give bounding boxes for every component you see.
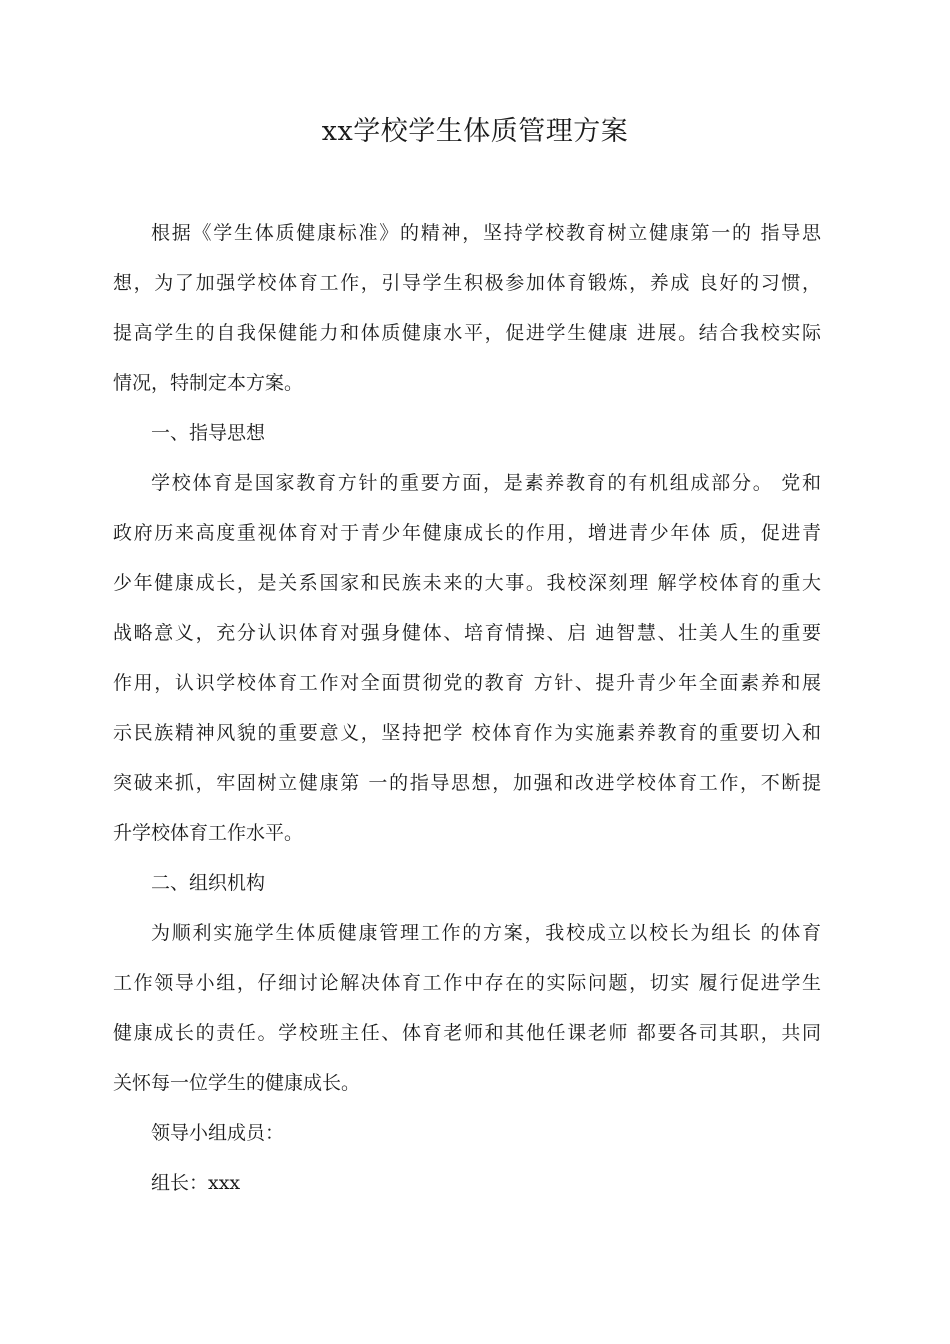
- paragraph-line: 健康成长的责任。学校班主任、体育老师和其他任课老师 都要各司其职，共同: [113, 1022, 821, 1044]
- paragraph-line: 想，为了加强学校体育工作，引导学生积极参加体育锻炼，养成 良好的习惯，: [113, 272, 821, 294]
- paragraph-line: 工作领导小组，仔细讨论解决体育工作中存在的实际问题，切实 履行促进学生: [113, 972, 821, 994]
- members-label: 领导小组成员：: [151, 1122, 285, 1144]
- paragraph-line: 战略意义，充分认识体育对强身健体、培育情操、启 迪智慧、壮美人生的重要: [113, 622, 821, 644]
- paragraph-line: 提高学生的自我保健能力和体质健康水平，促进学生健康 进展。结合我校实际: [113, 322, 821, 344]
- group-leader: 组长：xxx: [151, 1172, 241, 1194]
- section-heading-organization: 二、组织机构: [151, 872, 266, 894]
- paragraph-line: 学校体育是国家教育方针的重要方面，是素养教育的有机组成部分。 党和: [151, 472, 821, 494]
- paragraph-line: 政府历来高度重视体育对于青少年健康成长的作用，增进青少年体 质，促进青: [113, 522, 821, 544]
- section-heading-guiding-thought: 一、指导思想: [151, 422, 266, 444]
- paragraph-line: 关怀每一位学生的健康成长。: [113, 1072, 361, 1094]
- intro-paragraph: [113, 208, 821, 408]
- paragraph-line: 情况，特制定本方案。: [113, 372, 304, 394]
- document-title: xx学校学生体质管理方案: [321, 116, 629, 147]
- paragraph-line: 突破来抓，牢固树立健康第 一的指导思想，加强和改进学校体育工作，不断提: [113, 772, 821, 794]
- paragraph-line: 示民族精神风貌的重要意义，坚持把学 校体育作为实施素养教育的重要切入和: [113, 722, 821, 744]
- paragraph-line: 根据《学生体质健康标准》的精神，坚持学校教育树立健康第一的 指导思: [151, 222, 821, 244]
- paragraph-line: 为顺利实施学生体质健康管理工作的方案，我校成立以校长为组长 的体育: [151, 922, 821, 944]
- document-body: [113, 208, 821, 1208]
- paragraph-line: 作用，认识学校体育工作对全面贯彻党的教育 方针、提升青少年全面素养和展: [113, 672, 821, 694]
- section2-paragraph: [113, 908, 821, 1108]
- paragraph-line: 升学校体育工作水平。: [113, 822, 304, 844]
- section1-paragraph: [113, 458, 821, 858]
- paragraph-line: 少年健康成长，是关系国家和民族未来的大事。我校深刻理 解学校体育的重大: [113, 572, 821, 594]
